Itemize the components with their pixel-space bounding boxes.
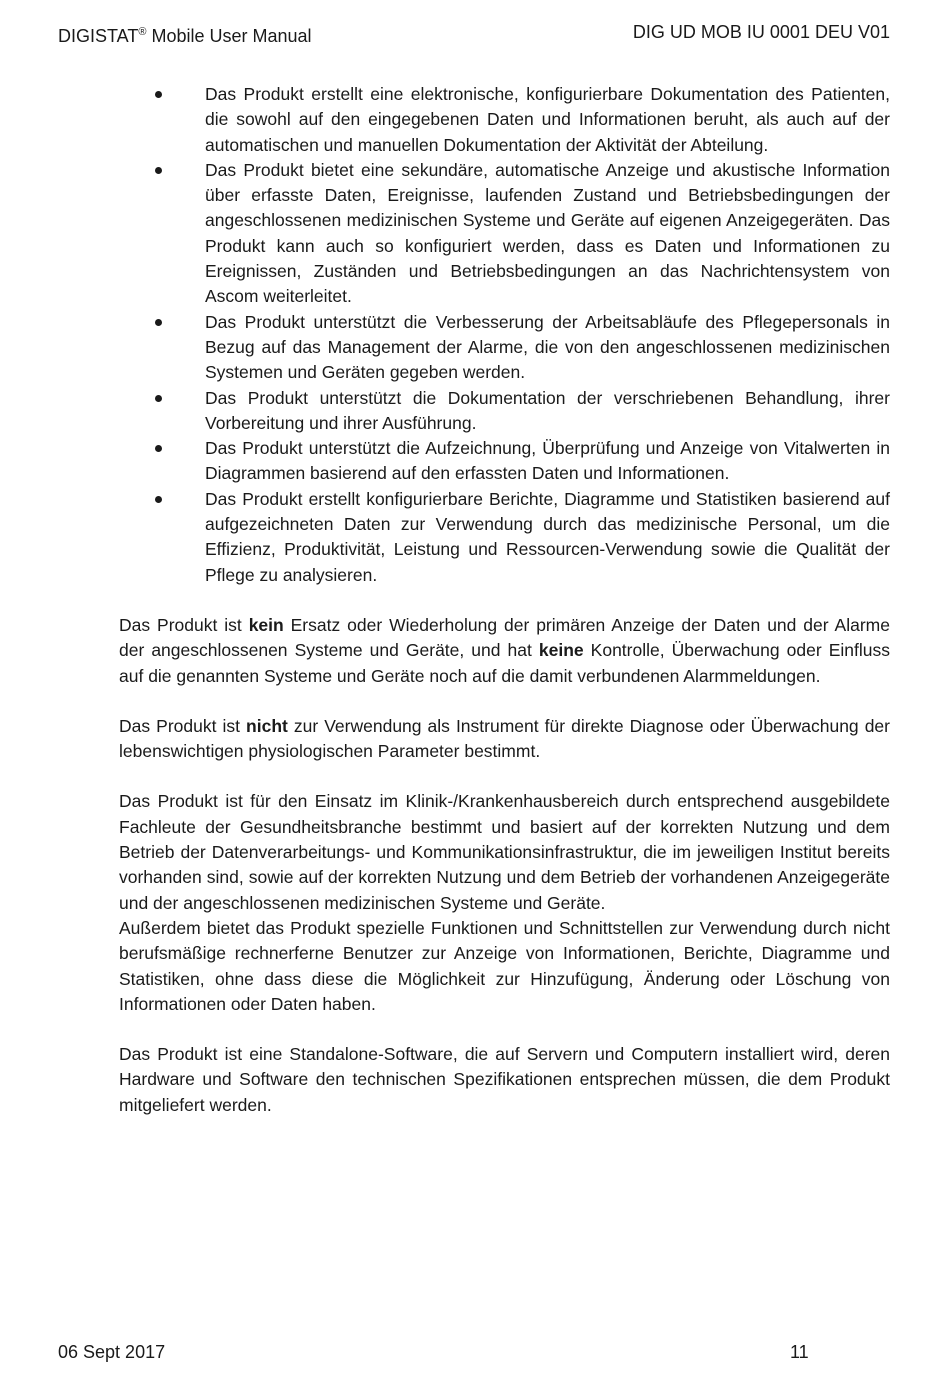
paragraph-intended-use: Das Produkt ist für den Einsatz im Klinik-/Krankenhausbereich durch entsprechend ausgebildete Fachleute der Gesundheitsbranche bestimmt und basiert auf der korrekten Nutzung und dem Betrieb der Datenverarbeitungs- und Kommunikationsinfrastruktur, die im jeweiligen Institut bereits vorhanden sind, sowie auf der korrekten Nutzung und dem Betrieb der vorhandenen Anzeigegeräte und der angeschlossenen medizinischen Systeme und Geräte. [119,791,890,913]
list-item: Das Produkt erstellt eine elektronische, konfigurierbare Dokumentation des Patienten, die sowohl auf den eingegebenen Daten und Informationen beruht, als auch auf der automatischen und manuellen Dokumentation der Aktivität der Abteilung. [119,82,890,158]
footer-date: 06 Sept 2017 [58,1342,166,1362]
bullet-icon [155,91,162,98]
list-item: Das Produkt bietet eine sekundäre, automatische Anzeige und akustische Information über erfasste Daten, Ereignisse, laufenden Zustand und Betriebsbedingungen der angeschlossenen medizinischen Systeme und Geräte auf eigenen Anzeigegeräten. Das Produkt kann auch so konfiguriert werden, dass es Daten und Informationen zu Ereignissen, Zuständen und Betriebsbedingungen an das Nachrichtensystem von Ascom weiterleitet. [119,158,890,310]
bullet-icon [155,167,162,174]
page-header [58,20,890,48]
manual-title: DIGISTAT® Mobile User Manual [58,26,312,46]
list-item: Das Produkt unterstützt die Dokumentation der verschriebenen Behandlung, ihrer Vorbereitung und ihrer Ausführung. [119,386,890,437]
paragraph-not-diagnostic: Das Produkt ist nicht zur Verwendung als Instrument für direkte Diagnose oder Überwachung der lebenswichtigen physiologischen Parameter bestimmt. [119,715,890,762]
list-item: Das Produkt unterstützt die Verbesserung der Arbeitsabläufe des Pflegepersonals in Bezug auf das Management der Alarme, die von den angeschlossenen medizinischen Systemen und Geräten gegeben werden. [119,310,890,386]
bullet-icon [155,445,162,452]
bullet-icon [155,395,162,402]
paragraph-standalone-software: Das Produkt ist eine Standalone-Software, die auf Servern und Computern installiert wird, deren Hardware und Software den technischen Spezifikationen entsprechen müssen, die dem Produkt mitgeliefert werden. [119,1044,890,1115]
feature-list [119,82,890,588]
paragraph-remote-users: Außerdem bietet das Produkt spezielle Funktionen und Schnittstellen zur Verwendung durch nicht berufsmäßige rechnerferne Benutzer zur Anzeige von Informationen, Berichte, Diagramme und Statistiken, ohne dass diese die Möglichkeit zur Hinzufügung, Änderung oder Löschung von Informationen oder Daten haben. [119,917,890,1014]
paragraph-no-replacement: Das Produkt ist kein Ersatz oder Wiederholung der primären Anzeige der Daten und der Alarme der angeschlossenen Systeme und Geräte, und hat keine Kontrolle, Überwachung oder Einfluss auf die genannten Systeme und Geräte noch auf die damit verbundenen Alarmmeldungen. [119,614,890,686]
page-number: 11 [790,1342,809,1362]
list-item: Das Produkt erstellt konfigurierbare Berichte, Diagramme und Statistiken basierend auf aufgezeichneten Daten zur Verwendung durch das medizinische Personal, um die Effizienz, Produktivität, Leistung und Ressourcen-Verwendung sowie die Qualität der Pflege zu analysieren. [119,487,890,588]
main-content [119,82,890,1118]
registered-mark: ® [138,26,147,38]
bullet-icon [155,319,162,326]
document-id: DIG UD MOB IU 0001 DEU V01 [632,22,890,42]
list-item: Das Produkt unterstützt die Aufzeichnung, Überprüfung und Anzeige von Vitalwerten in Diagrammen basierend auf den erfassten Daten und Informationen. [119,436,890,487]
bullet-icon [155,496,162,503]
